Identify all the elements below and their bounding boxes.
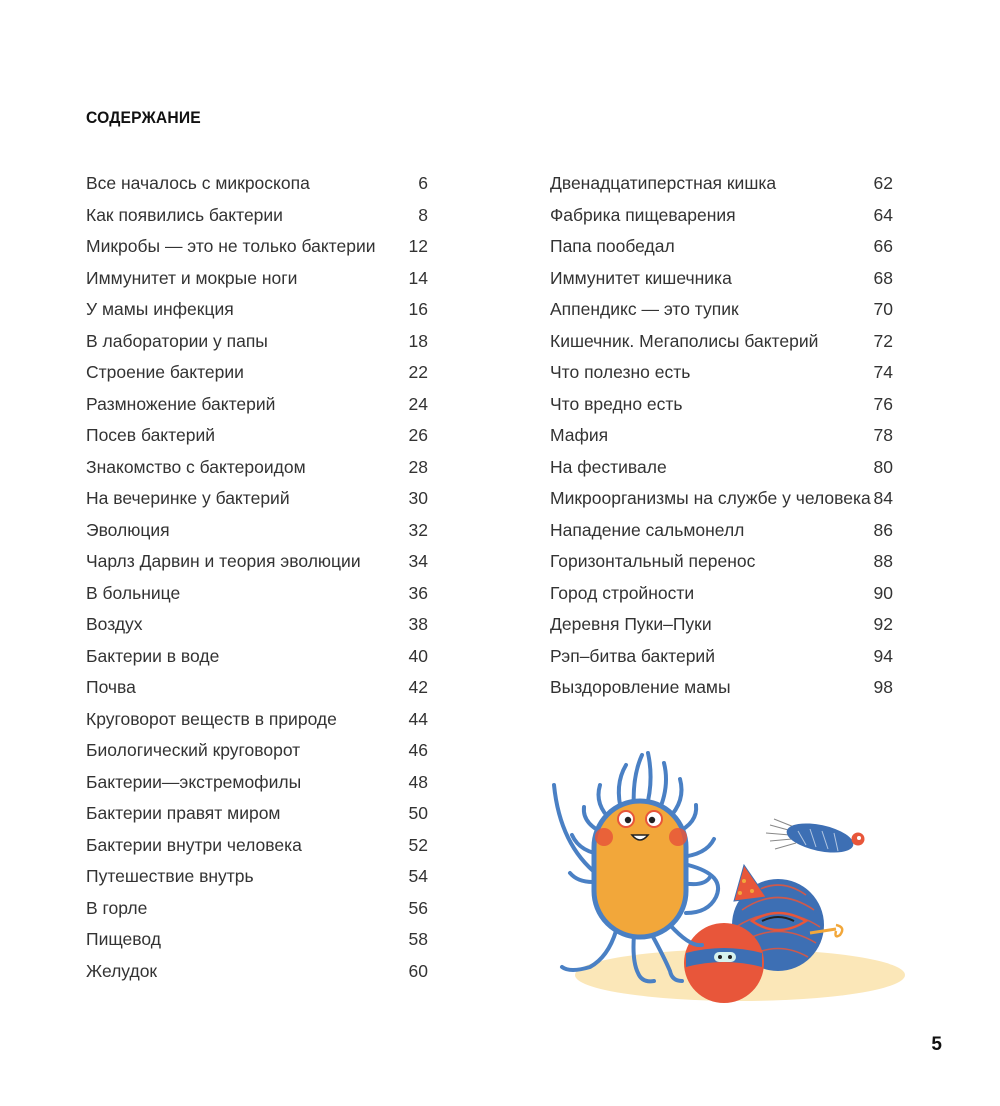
toc-entry [86, 956, 428, 988]
toc-entry-page: 48 [408, 771, 428, 792]
toc-entry-page: 44 [408, 708, 428, 729]
toc-entry [86, 294, 428, 326]
toc-entry-title: На фестивале [550, 456, 667, 477]
toc-entry [86, 893, 428, 925]
toc-entry-title: Иммунитет кишечника [550, 267, 732, 288]
bacteria-illustration [530, 735, 920, 1010]
toc-entry-title: Двенадцатиперстная кишка [550, 173, 777, 193]
toc-entry-title: У мамы инфекция [86, 299, 234, 319]
toc-entry-title: Горизонтальный перенос [550, 551, 756, 571]
toc-entry [550, 420, 893, 452]
toc-entry-page: 58 [408, 929, 428, 949]
toc-entry-page: 40 [408, 645, 428, 666]
toc-entry [86, 830, 428, 862]
toc-entry-page: 86 [873, 519, 893, 540]
toc-entry [550, 578, 893, 610]
toc-entry [86, 861, 428, 893]
toc-entry-page: 36 [408, 582, 428, 603]
toc-entry-page: 32 [408, 519, 428, 540]
toc-entry-page: 88 [873, 551, 893, 571]
toc-entry-title: Деревня Пуки–Пуки [550, 614, 712, 634]
toc-entry-page: 12 [408, 236, 428, 256]
toc-entry [550, 672, 893, 704]
toc-entry-title: Все началось с микроскопа [86, 173, 310, 193]
toc-entry-title: Воздух [86, 614, 143, 634]
toc-entry-page: 64 [873, 204, 893, 225]
toc-entry-title: Желудок [86, 960, 158, 981]
toc-entry-title: Что полезно есть [550, 362, 691, 382]
toc-entry-title: Как появились бактерии [86, 204, 283, 225]
toc-entry-page: 62 [873, 173, 893, 193]
toc-entry [86, 546, 428, 578]
toc-entry [550, 515, 893, 547]
toc-entry-title: Строение бактерии [86, 362, 244, 382]
toc-entry [86, 231, 428, 263]
toc-entry [86, 641, 428, 673]
toc-entry [86, 672, 428, 704]
toc-left-column [86, 168, 428, 987]
toc-entry-page: 70 [873, 299, 893, 319]
toc-entry-page: 66 [873, 236, 893, 256]
toc-entry-page: 50 [408, 803, 428, 823]
toc-entry [86, 200, 428, 232]
toc-entry [550, 168, 893, 200]
toc-entry-page: 98 [873, 677, 893, 697]
toc-entry [550, 641, 893, 673]
toc-entry-page: 92 [873, 614, 893, 634]
page-number: 5 [931, 1034, 942, 1055]
toc-entry-title: Почва [86, 677, 136, 697]
toc-entry [86, 609, 428, 641]
toc-entry [86, 483, 428, 515]
toc-entry-page: 18 [408, 330, 428, 351]
toc-entry-page: 68 [873, 267, 893, 288]
toc-entry-page: 46 [408, 740, 428, 760]
toc-entry [550, 389, 893, 421]
toc-entry [86, 735, 428, 767]
toc-entry [86, 798, 428, 830]
toc-entry-title: Посев бактерий [86, 425, 215, 445]
toc-entry [550, 263, 893, 295]
toc-entry [86, 168, 428, 200]
toc-entry-title: Бактерии правят миром [86, 803, 281, 823]
toc-entry-title: Эволюция [86, 519, 170, 540]
toc-entry [86, 578, 428, 610]
toc-entry-title: Бактерии внутри человека [86, 834, 302, 855]
toc-entry-title: Путешествие внутрь [86, 866, 254, 886]
toc-right-column [550, 168, 893, 704]
toc-entry-page: 8 [418, 204, 428, 225]
toc-entry-title: Фабрика пищеварения [550, 204, 736, 225]
toc-entry-title: Аппендикс — это тупик [550, 299, 739, 319]
toc-entry-page: 28 [408, 456, 428, 477]
toc-entry [86, 515, 428, 547]
toc-entry-title: В больнице [86, 582, 181, 603]
toc-entry [86, 389, 428, 421]
toc-entry-page: 78 [873, 425, 893, 445]
toc-entry-title: Что вредно есть [550, 393, 683, 414]
toc-entry-title: На вечеринке у бактерий [86, 488, 290, 508]
toc-entry [550, 326, 893, 358]
toc-entry [550, 483, 893, 515]
toc-entry [550, 546, 893, 578]
toc-entry-page: 26 [408, 425, 428, 445]
toc-entry-page: 60 [408, 960, 428, 981]
toc-entry [550, 452, 893, 484]
toc-entry-page: 94 [873, 645, 893, 666]
toc-entry-page: 54 [408, 866, 428, 886]
toc-entry [86, 704, 428, 736]
toc-entry [86, 263, 428, 295]
toc-entry-title: Город стройности [550, 582, 695, 603]
toc-entry-page: 34 [408, 551, 428, 571]
toc-entry-title: Рэп–битва бактерий [550, 645, 715, 666]
toc-entry-title: Чарлз Дарвин и теория эволюции [86, 551, 361, 571]
toc-entry-title: Папа пообедал [550, 236, 675, 256]
toc-entry-page: 90 [873, 582, 893, 603]
toc-entry-title: Пищевод [86, 929, 161, 949]
toc-entry [550, 200, 893, 232]
toc-entry [86, 924, 428, 956]
toc-entry-title: Мафия [550, 425, 609, 445]
toc-entry-page: 24 [408, 393, 428, 414]
toc-entry-page: 16 [408, 299, 428, 319]
toc-entry [550, 231, 893, 263]
toc-entry-title: Размножение бактерий [86, 393, 276, 414]
toc-entry [86, 767, 428, 799]
toc-entry-page: 6 [418, 173, 428, 193]
toc-entry-page: 72 [873, 330, 893, 351]
toc-entry-title: В горле [86, 897, 148, 918]
toc-entry-page: 42 [408, 677, 428, 697]
toc-entry-title: В лаборатории у папы [86, 330, 268, 351]
toc-entry-page: 84 [873, 488, 893, 508]
toc-entry [86, 452, 428, 484]
toc-entry-title: Бактерии в воде [86, 645, 220, 666]
toc-entry-page: 38 [408, 614, 428, 634]
toc-entry-page: 76 [873, 393, 893, 414]
toc-entry-page: 14 [408, 267, 428, 288]
toc-entry-page: 80 [873, 456, 893, 477]
toc-entry-page: 56 [408, 897, 428, 918]
toc-entry-page: 22 [408, 362, 428, 382]
toc-entry-title: Биологический круговорот [86, 740, 301, 760]
toc-entry-title: Нападение сальмонелл [550, 519, 745, 540]
toc-entry-page: 74 [873, 362, 893, 382]
red-ball-bacterium-icon [684, 923, 764, 1003]
flying-bacterium-icon [766, 818, 865, 858]
toc-entry [86, 420, 428, 452]
toc-entry [550, 357, 893, 389]
toc-heading: СОДЕРЖАНИЕ [86, 108, 201, 127]
toc-entry-title: Кишечник. Мегаполисы бактерий [550, 330, 819, 351]
toc-entry-title: Микробы — это не только бактерии [86, 236, 376, 256]
toc-entry-page: 30 [408, 488, 428, 508]
toc-entry-title: Микроорганизмы на службе у человека [550, 488, 871, 508]
toc-entry [86, 357, 428, 389]
toc-entry-title: Знакомство с бактероидом [86, 456, 306, 477]
toc-entry-title: Круговорот веществ в природе [86, 708, 337, 729]
toc-entry-page: 52 [408, 834, 428, 855]
toc-entry [550, 609, 893, 641]
toc-entry-title: Выздоровление мамы [550, 677, 731, 697]
toc-entry [86, 326, 428, 358]
toc-entry-title: Иммунитет и мокрые ноги [86, 267, 298, 288]
toc-entry [550, 294, 893, 326]
toc-entry-title: Бактерии—экстремофилы [86, 771, 302, 792]
